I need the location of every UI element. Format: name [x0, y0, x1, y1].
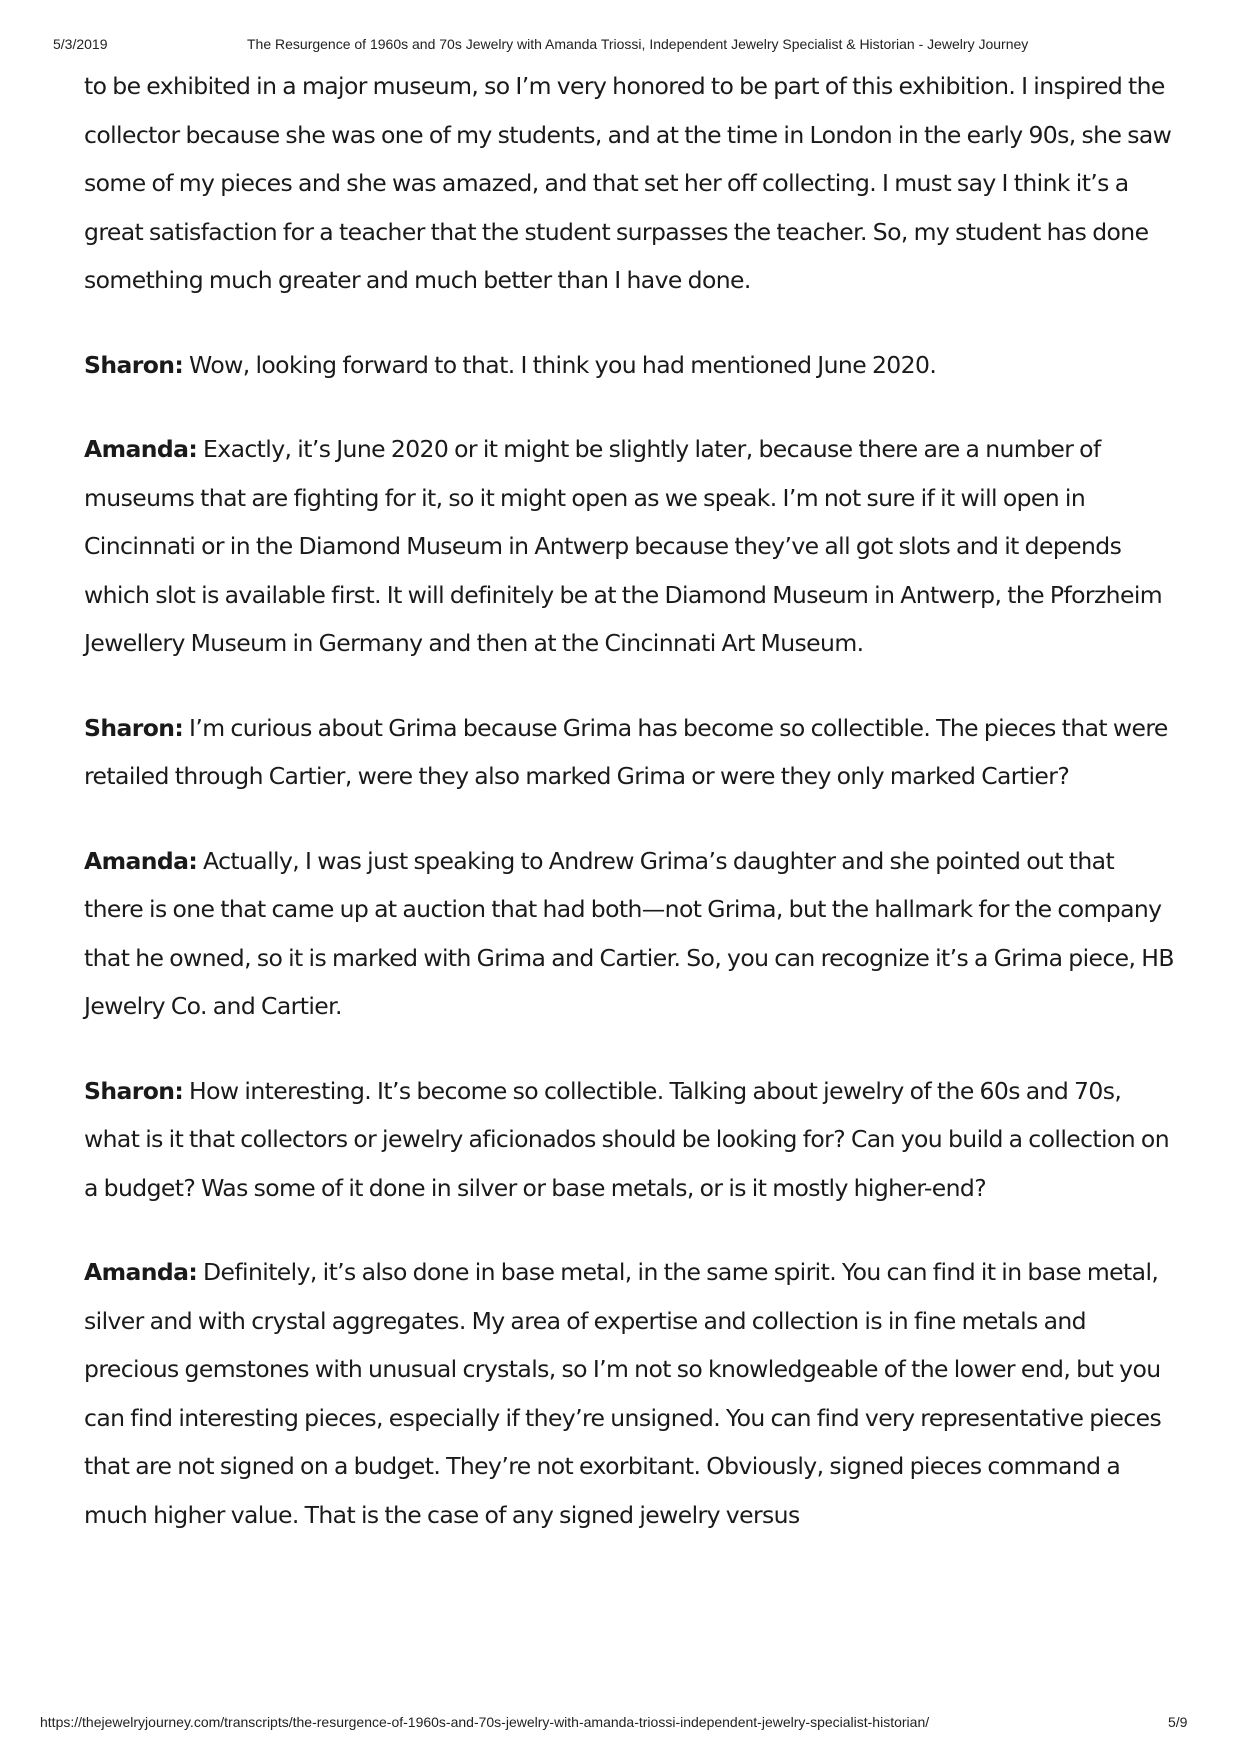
paragraph-text: Wow, looking forward to that. I think you had mentioned June 2020.	[183, 350, 937, 379]
paragraph-text: Definitely, it’s also done in base metal, in the same spirit. You can find it in base metal, silver and with crystal aggregates. My area of expertise and collection is in fine metals and precious gemstones with unusual crystals, so I’m not so knowledgeable of the lower end, but you can find interesting pieces, especially if they’re unsigned. You can find very representative pieces that are not signed on a budget. They’re not exorbitant. Obviously, signed pieces command a much higher value. That is the case of any signed jewelry versus	[84, 1258, 1162, 1529]
print-date: 5/3/2019	[53, 36, 108, 52]
speaker-label: Sharon:	[84, 350, 184, 379]
transcript-body	[84, 62, 1174, 1575]
speaker-label: Amanda:	[84, 435, 198, 463]
transcript-paragraph	[84, 62, 1174, 305]
transcript-paragraph	[84, 837, 1174, 1031]
paragraph-text: I’m curious about Grima because Grima has become so collectible. The pieces that were retailed through Cartier, were they also marked Grima or were they only marked Cartier?	[84, 713, 1168, 790]
transcript-paragraph	[84, 1248, 1174, 1539]
speaker-label: Amanda:	[84, 1258, 198, 1286]
speaker-label: Sharon:	[84, 1076, 184, 1105]
paragraph-text: Actually, I was just speaking to Andrew Grima’s daughter and she pointed out that there is one that came up at auction that had both—not Grima, but the hallmark for the company that he owned, so it is marked with Grima and Cartier. So, you can recognize it’s a Grima piece, HB Jewelry Co. and Cartier.	[84, 846, 1174, 1020]
page-number: 5/9	[1168, 1714, 1188, 1730]
paragraph-text: Exactly, it’s June 2020 or it might be slightly later, because there are a number of museums that are fighting for it, so it might open as we speak. I’m not sure if it will open in Cincinnati or in the Diamond Museum in Antwerp because they’ve all got slots and it depends which slot is available first. It will definitely be at the Diamond Museum in Antwerp, the Pforzheim Jewellery Museum in Germany and then at the Cincinnati Art Museum.	[84, 435, 1163, 657]
paragraph-text: How interesting. It’s become so collectible. Talking about jewelry of the 60s and 70s, what is it that collectors or jewelry aficionados should be looking for? Can you build a collection on a budget? Was some of it done in silver or base metals, or is it mostly higher-end?	[84, 1076, 1169, 1202]
print-footer	[0, 1700, 1240, 1740]
print-header	[0, 0, 1240, 60]
paragraph-text: to be exhibited in a major museum, so I’m very honored to be part of this exhibition. I inspired the collector because she was one of my students, and at the time in London in the early 90s, she saw some of my pieces and she was amazed, and that set her off collecting. I must say I think it’s a great satisfaction for a teacher that the student surpasses the teacher. So, my student has done something much greater and much better than I have done.	[84, 72, 1172, 294]
transcript-paragraph	[84, 1067, 1174, 1213]
print-page-title: The Resurgence of 1960s and 70s Jewelry with Amanda Triossi, Independent Jewelry Specialist & Historian - Jewelry Journey	[247, 36, 1029, 52]
transcript-paragraph	[84, 341, 1174, 390]
transcript-paragraph	[84, 704, 1174, 801]
speaker-label: Sharon:	[84, 713, 184, 742]
page-url-link[interactable]: https://thejewelryjourney.com/transcripts/the-resurgence-of-1960s-and-70s-jewelry-with-amanda-triossi-independent-jewelry-specialist-historian/	[40, 1714, 930, 1730]
speaker-label: Amanda:	[84, 846, 198, 875]
transcript-paragraph	[84, 425, 1174, 668]
